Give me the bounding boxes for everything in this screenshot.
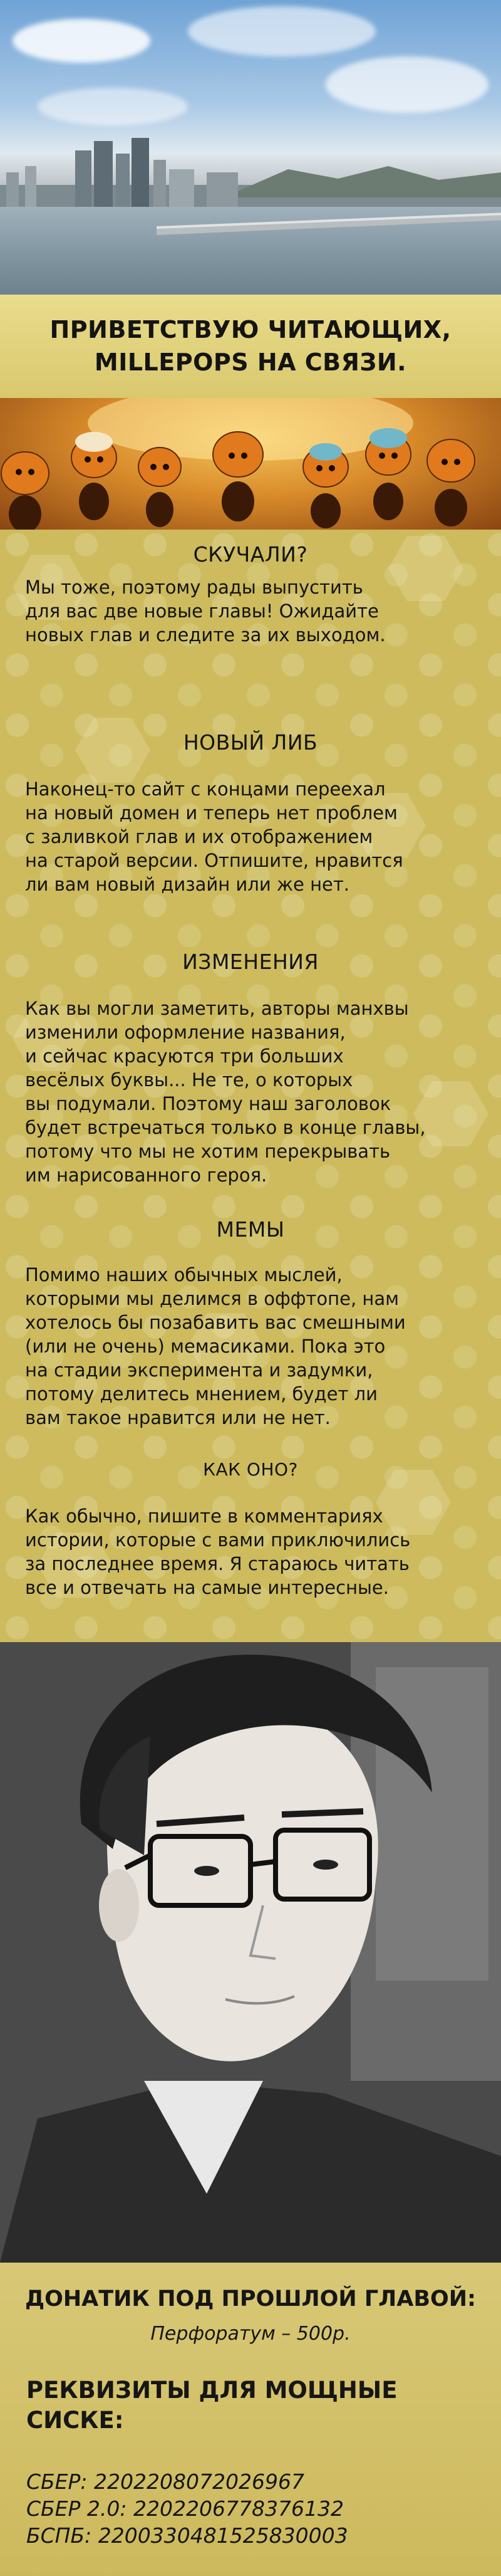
section-text-changes xyxy=(25,997,476,1187)
section-title-new-lib: НОВЫЙ ЛИБ xyxy=(183,730,318,755)
text-line: на стадии эксперимента и задумки, xyxy=(25,1359,373,1381)
requisites-title xyxy=(26,2375,477,2436)
donation-section xyxy=(0,2263,501,2576)
man-with-glasses xyxy=(0,1642,501,2263)
text-line: Как вы могли заметить, авторы манхвы xyxy=(25,998,409,1019)
section-title-changes: ИЗМЕНЕНИЯ xyxy=(182,950,319,974)
text-line: вы подумали. Поэтому наш заголовок xyxy=(25,1093,391,1114)
section-title-missed: СКУЧАЛИ? xyxy=(193,542,308,567)
header-band xyxy=(0,295,501,398)
donation-title: ДОНАТИК ПОД ПРОШЛОЙ ГЛАВОЙ: xyxy=(24,2286,477,2312)
section-text-how-is-it xyxy=(25,1504,476,1600)
section-text-missed xyxy=(25,575,476,647)
text-line: ли вам новый дизайн или же нет. xyxy=(25,874,349,895)
text-line: и сейчас красуются три больших xyxy=(25,1045,344,1067)
bridge xyxy=(157,210,501,235)
title-line-2: MILLEPOPS НА СВЯЗИ. xyxy=(94,348,407,376)
text-line: Как обычно, пишите в комментариях xyxy=(25,1505,383,1527)
character-illustration xyxy=(0,1642,501,2263)
text-line: весёлых буквы... Не те, о которых xyxy=(25,1069,353,1091)
page-title xyxy=(0,295,501,379)
text-line: Наконец-то сайт с концами переехал xyxy=(25,778,386,800)
bee-characters-image xyxy=(0,398,501,530)
account-sber: СБЕР: 2202208072026967 xyxy=(26,2469,304,2494)
text-line: новых глав и следите за их выходом. xyxy=(25,624,386,646)
text-line: Помимо наших обычных мыслей, xyxy=(25,1264,343,1285)
text-line: все и отвечать на самые интересные. xyxy=(25,1577,389,1598)
donor-entry: Перфоратум – 500р. xyxy=(150,2323,351,2345)
text-line: потому что мы не хотим перекрывать xyxy=(25,1141,391,1162)
text-line: им нарисованного героя. xyxy=(25,1165,267,1186)
text-line: хотелось бы позабавить вас смешными xyxy=(25,1312,406,1333)
account-bspb: БСПБ: 2200330481525830003 xyxy=(26,2523,348,2548)
text-line: истории, которые с вами приключились xyxy=(25,1529,411,1551)
section-title-how-is-it: КАК ОНО? xyxy=(203,1459,298,1480)
skyline-buildings xyxy=(0,135,501,210)
text-line: на старой версии. Отпишите, нравится xyxy=(25,850,403,871)
section-title-memes: МЕМЫ xyxy=(216,1217,285,1242)
text-line: Мы тоже, поэтому рады выпустить xyxy=(25,577,363,598)
text-line: на новый домен и теперь нет проблем xyxy=(25,802,398,824)
text-line: для вас две новые главы! Ожидайте xyxy=(25,600,379,622)
text-line: вам такое нравится или не нет. xyxy=(25,1407,331,1428)
text-line: которыми мы делимся в оффтопе, нам xyxy=(25,1288,400,1309)
bee-scene xyxy=(0,398,501,530)
account-sber-2: СБЕР 2.0: 2202206778376132 xyxy=(26,2496,344,2521)
text-line: с заливкой глав и их отображением xyxy=(25,826,373,847)
requisites-line: СИСКЕ: xyxy=(26,2407,124,2434)
text-line: за последнее время. Я стараюсь читать xyxy=(25,1553,410,1574)
text-line: (или не очень) мемасиками. Пока это xyxy=(25,1336,386,1357)
text-line: изменили оформление названия, xyxy=(25,1022,346,1043)
text-line: будет встречаться только в конце главы, xyxy=(25,1117,426,1138)
section-text-memes xyxy=(25,1263,476,1430)
title-line-1: ПРИВЕТСТВУЮ ЧИТАЮЩИХ, xyxy=(49,316,452,343)
text-line: потому делитесь мнением, будет ли xyxy=(25,1383,378,1405)
requisites-line: РЕКВИЗИТЫ ДЛЯ МОЩНЫЕ xyxy=(26,2377,398,2404)
city-skyline-image xyxy=(0,0,501,295)
section-text-new-lib xyxy=(25,777,476,896)
